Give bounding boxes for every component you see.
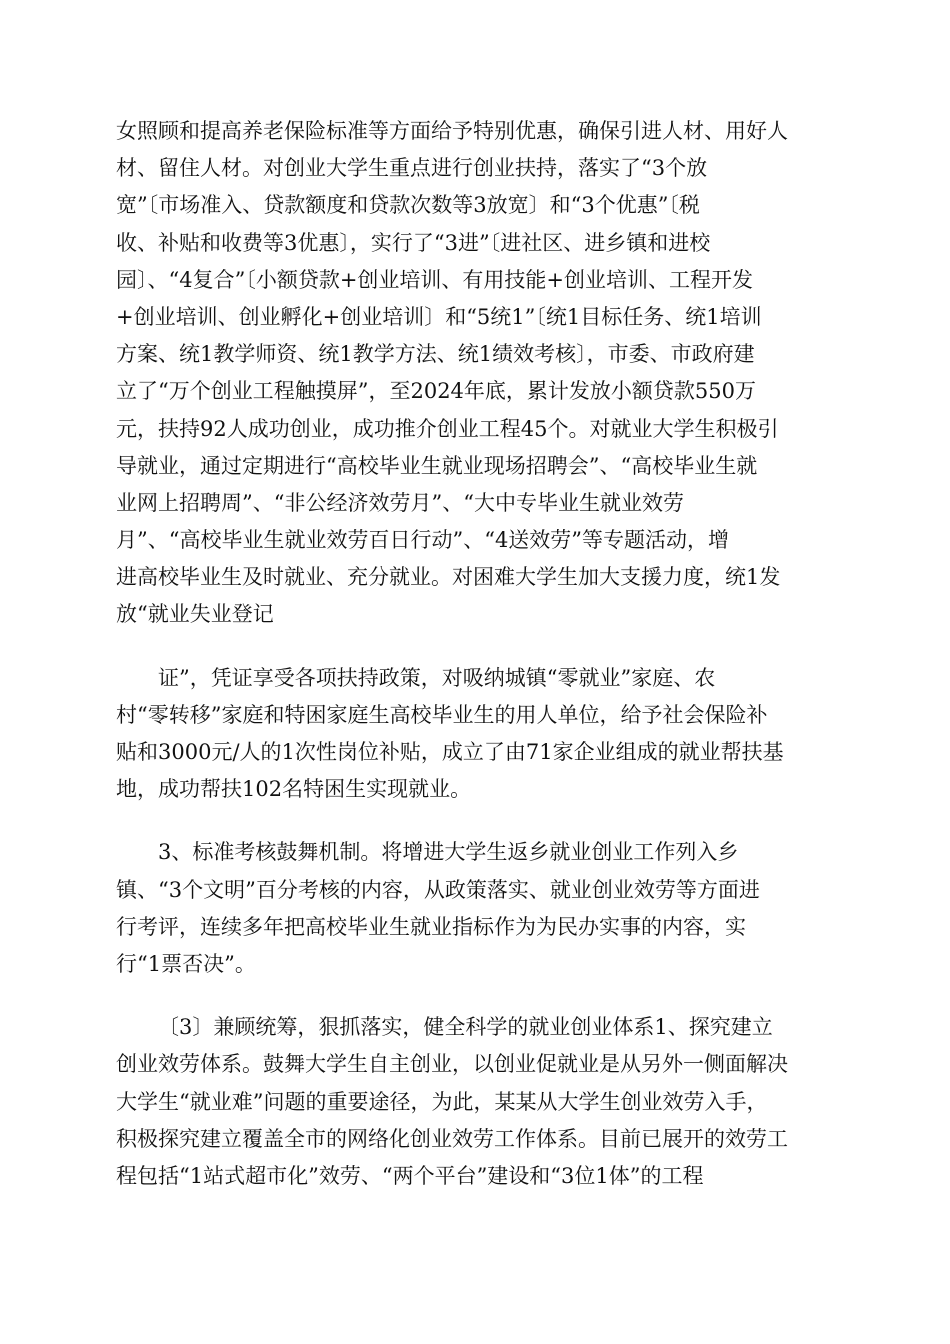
text-line: 〔3〕兼顾统筹，狠抓落实，健全科学的就业创业体系1、探究建立: [158, 1015, 773, 1040]
paragraph-system: [116, 1009, 846, 1195]
text-line: 进高校毕业生及时就业、充分就业。对困难大学生加大支援力度，统1发: [116, 565, 781, 590]
text-line: 材、留住人材。对创业大学生重点进行创业扶持，落实了“3个放: [116, 156, 708, 181]
paragraph-assessment: [116, 834, 846, 983]
paragraph-gap: [116, 808, 846, 834]
text-line: 证”，凭证享受各项扶持政策，对吸纳城镇“零就业”家庭、农: [158, 665, 716, 690]
text-line: 月”、“高校毕业生就业效劳百日行动”、“4送效劳”等专题活动，增: [116, 528, 730, 553]
text-line: 园〕、“4复合”〔小额贷款+创业培训、有用技能+创业培训、工程开发: [116, 267, 754, 292]
text-line: 宽”〔市场准入、贷款额度和贷款次数等3放宽〕和“3个优惠”〔税: [116, 193, 700, 218]
text-line: 行考评，连续多年把高校毕业生就业指标作为为民办实事的内容，实: [116, 914, 746, 939]
text-line: 元，扶持92人成功创业，成功推介创业工程45个。对就业大学生积极引: [116, 416, 779, 441]
text-line: 3、标准考核鼓舞机制。将增进大学生返乡就业创业工作列入乡: [158, 840, 739, 865]
paragraph-certificate: [116, 660, 846, 809]
text-line: 导就业，通过定期进行“高校毕业生就业现场招聘会”、“高校毕业生就: [116, 453, 758, 478]
text-line: 创业效劳体系。鼓舞大学生自主创业，以创业促就业是从另外一侧面解决: [116, 1052, 788, 1077]
text-line: 放“就业失业登记: [116, 602, 274, 627]
text-line: 贴和3000元/人的1次性岗位补贴，成立了由71家企业组成的就业帮扶基: [116, 740, 784, 764]
text-line: 镇、“3个文明”百分考核的内容，从政策落实、就业创业效劳等方面进: [116, 877, 760, 902]
text-line: 积极探究建立覆盖全市的网络化创业效劳工作体系。目前已展开的效劳工: [116, 1126, 788, 1151]
document-body: [116, 113, 846, 1195]
text-line: 收、补贴和收费等3优惠〕，实行了“3进”〔进社区、进乡镇和进校: [116, 230, 711, 255]
text-line: 村“零转移”家庭和特困家庭生高校毕业生的用人单位，给予社会保险补: [116, 702, 768, 727]
text-line: 女照顾和提高养老保险标准等方面给予特别优惠，确保引进人材、用好人: [116, 119, 788, 143]
paragraph-gap: [116, 634, 846, 660]
text-line: 方案、统1教学师资、统1教学方法、统1绩效考核〕，市委、市政府建: [116, 342, 755, 367]
paragraph-gap: [116, 983, 846, 1009]
text-line: 业网上招聘周”、“非公经济效劳月”、“大中专毕业生就业效劳: [116, 490, 684, 515]
text-line: +创业培训、创业孵化+创业培训〕和“5统1”〔统1目标任务、统1培训: [116, 304, 762, 329]
text-line: 立了“万个创业工程触摸屏”，至2024年底，累计发放小额贷款550万: [116, 379, 756, 404]
text-line: 行“1票否决”。: [116, 951, 256, 976]
text-line: 程包括“1站式超市化”效劳、“两个平台”建设和“3位1体”的工程: [116, 1163, 704, 1188]
paragraph-continued-text: [116, 113, 846, 634]
text-line: 地，成功帮扶102名特困生实现就业。: [116, 777, 472, 802]
text-line: 大学生“就业难”问题的重要途径，为此，某某从大学生创业效劳入手，: [116, 1089, 768, 1114]
